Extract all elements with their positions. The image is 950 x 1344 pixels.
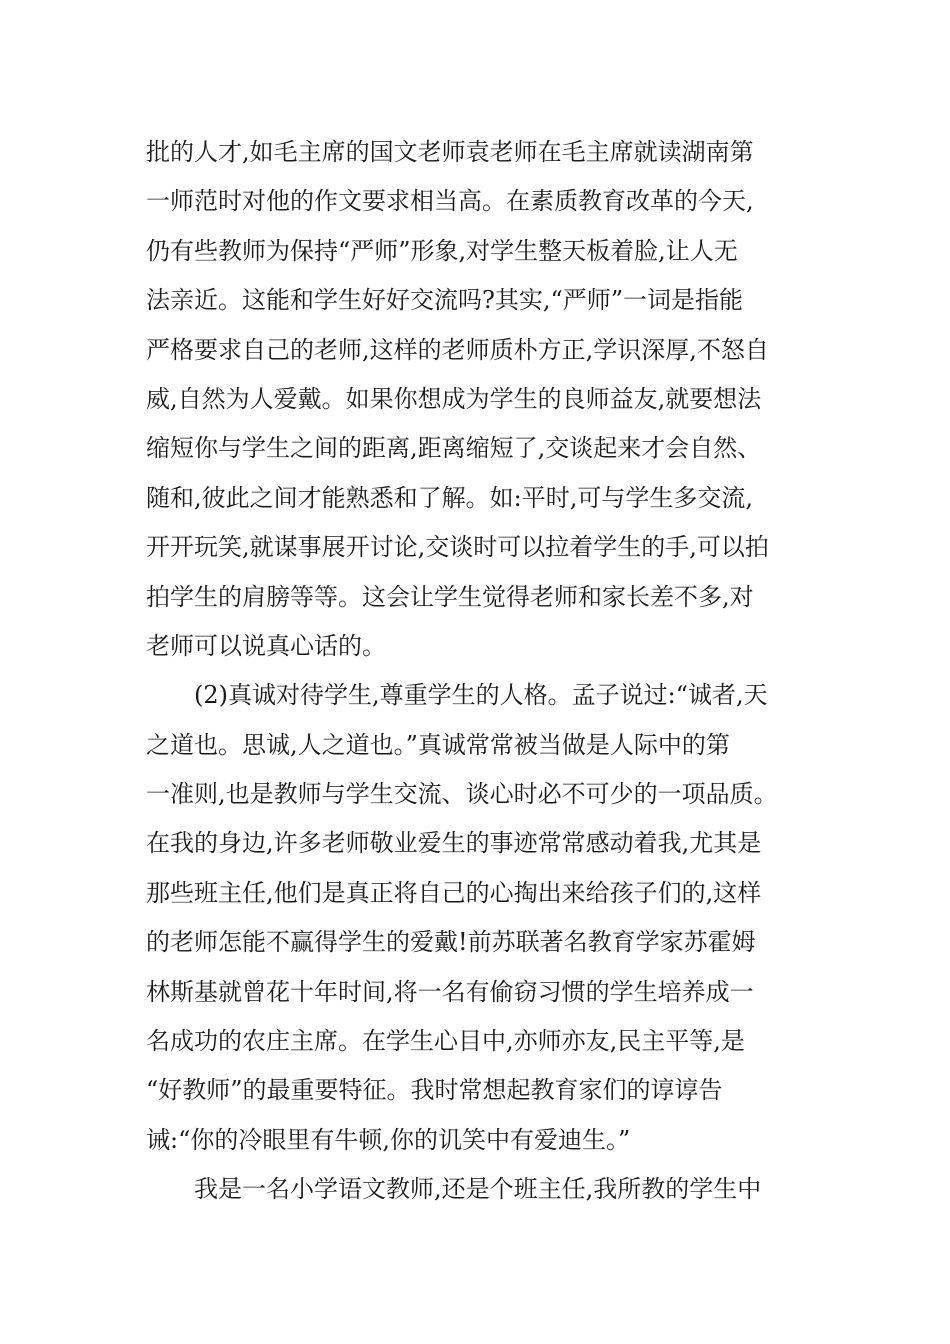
text-line: 随和,彼此之间才能熟悉和了解。如:平时,可与学生多交流, — [146, 483, 753, 512]
paragraph-start-line: 我是一名小学语文教师,还是个班主任,我所教的学生中 — [194, 1175, 762, 1204]
text-line: 拍学生的肩膀等等。这会让学生觉得老师和家长差不多,对 — [146, 582, 754, 611]
text-line: 老师可以说真心话的。 — [146, 631, 386, 660]
text-line: 在我的身边,许多老师敬业爱生的事迹常常感动着我,尤其是 — [146, 829, 762, 858]
text-line: 林斯基就曾花十年时间,将一名有偷窃习惯的学生培养成一 — [146, 977, 754, 1006]
text-line: 开开玩笑,就谋事展开讨论,交谈时可以拉着学生的手,可以拍 — [146, 533, 769, 562]
text-line: 缩短你与学生之间的距离,距离缩短了,交谈起来才会自然、 — [146, 434, 762, 463]
body-text — [146, 128, 826, 1215]
text-line: 法亲近。这能和学生好好交流吗?其实,“严师”一词是指能 — [146, 286, 744, 315]
text-line: 那些班主任,他们是真正将自己的心掏出来给孩子们的,这样 — [146, 878, 762, 907]
text-line: 一师范时对他的作文要求相当高。在素质教育改革的今天, — [146, 187, 754, 216]
text-line: “好教师”的最重要特征。我时常想起教育家们的谆谆告 — [146, 1076, 723, 1105]
text-line: 之道也。思诚,人之道也。”真诚常常被当做是人际中的第 — [146, 730, 730, 759]
text-line: 威,自然为人爱戴。如果你想成为学生的良师益友,就要想法 — [146, 384, 762, 413]
text-line: 批的人才,如毛主席的国文老师袁老师在毛主席就读湖南第 — [146, 138, 754, 166]
text-line: 诫:“你的冷眼里有牛顿,你的讥笑中有爱迪生。” — [146, 1125, 631, 1154]
text-line: 严格要求自己的老师,这样的老师质朴方正,学识深厚,不怒自 — [146, 335, 769, 364]
text-line: 名成功的农庄主席。在学生心目中,亦师亦友,民主平等,是 — [146, 1027, 745, 1056]
text-line: 仍有些教师为保持“严师”形象,对学生整天板着脸,让人无 — [146, 236, 738, 265]
paragraph-start-line: (2)真诚对待学生,尊重学生的人格。孟子说过:“诚者,天 — [194, 681, 768, 710]
text-line: 一准则,也是教师与学生交流、谈心时必不可少的一项品质。 — [146, 780, 778, 809]
text-line: 的老师怎能不赢得学生的爱戴!前苏联著名教育学家苏霍姆 — [146, 928, 756, 957]
